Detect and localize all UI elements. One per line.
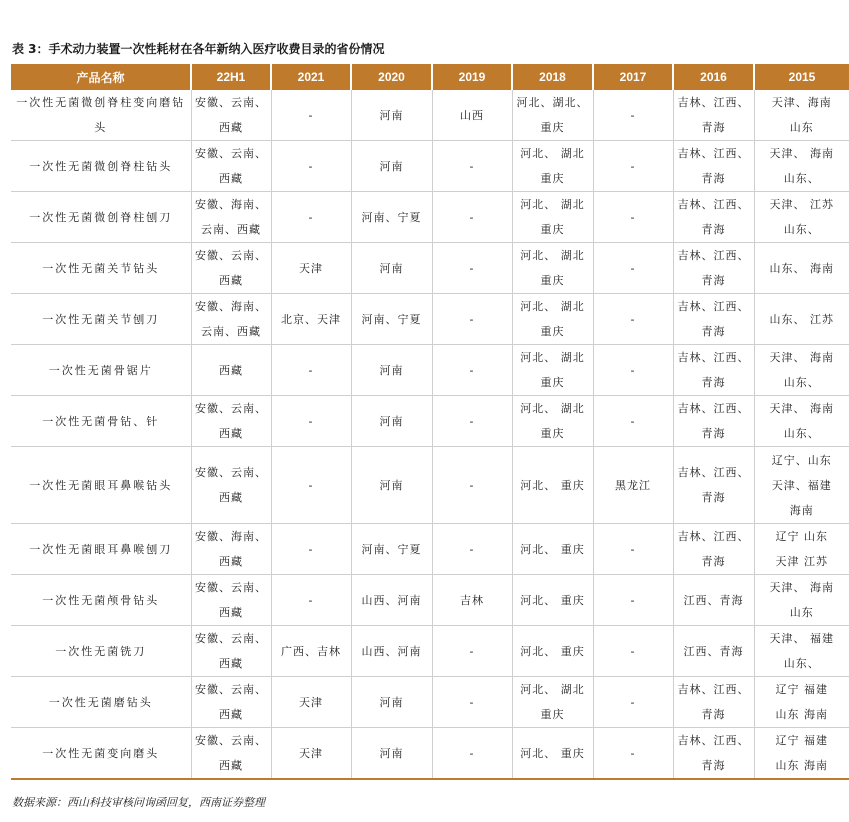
province-cell: 江西、青海: [673, 575, 754, 626]
province-cell: 河北、湖北、 重庆: [512, 90, 593, 141]
province-cell: 河北、 重庆: [512, 524, 593, 575]
province-cell: 山东、 海南: [754, 243, 849, 294]
product-name-cell: 一次性无菌颅骨钻头: [11, 575, 191, 626]
product-name-cell: 一次性无菌骨锯片: [11, 345, 191, 396]
table-row: [11, 524, 849, 575]
column-header: 2020: [351, 64, 432, 90]
province-cell: 安徽、海南、 西藏: [191, 524, 271, 575]
product-name-cell: 一次性无菌关节钻头: [11, 243, 191, 294]
data-table: [11, 64, 849, 780]
product-name-cell: 一次性无菌微创脊柱刨刀: [11, 192, 191, 243]
province-cell: -: [593, 396, 673, 447]
table-row: [11, 728, 849, 780]
province-cell: 天津、 海南 山东、: [754, 396, 849, 447]
province-cell: -: [432, 141, 512, 192]
province-cell: -: [432, 524, 512, 575]
province-cell: 安徽、云南、 西藏: [191, 728, 271, 780]
province-cell: 山东、 江苏: [754, 294, 849, 345]
province-cell: -: [593, 626, 673, 677]
table-row: [11, 575, 849, 626]
product-name-cell: 一次性无菌微创脊柱变向磨钻头: [11, 90, 191, 141]
province-cell: 河北、 湖北 重庆: [512, 243, 593, 294]
province-cell: 河南、宁夏: [351, 294, 432, 345]
table-row: [11, 677, 849, 728]
province-cell: -: [593, 728, 673, 780]
province-cell: 安徽、海南、 云南、西藏: [191, 294, 271, 345]
province-cell: -: [432, 677, 512, 728]
province-cell: 河南: [351, 677, 432, 728]
province-cell: 广西、吉林: [271, 626, 351, 677]
province-cell: -: [271, 575, 351, 626]
province-cell: 吉林、江西、 青海: [673, 294, 754, 345]
province-cell: -: [593, 90, 673, 141]
province-cell: 天津、 海南 山东、: [754, 345, 849, 396]
province-cell: 天津、 福建 山东、: [754, 626, 849, 677]
province-cell: 江西、青海: [673, 626, 754, 677]
product-name-cell: 一次性无菌变向磨头: [11, 728, 191, 780]
table-row: [11, 294, 849, 345]
product-name-cell: 一次性无菌铣刀: [11, 626, 191, 677]
province-cell: 山西、河南: [351, 575, 432, 626]
province-cell: 天津、海南 山东: [754, 90, 849, 141]
province-cell: -: [271, 192, 351, 243]
province-cell: 天津: [271, 243, 351, 294]
province-cell: -: [432, 626, 512, 677]
province-cell: 河北、 重庆: [512, 626, 593, 677]
province-cell: -: [271, 90, 351, 141]
province-cell: 河北、 重庆: [512, 447, 593, 524]
province-cell: 吉林、江西、 青海: [673, 677, 754, 728]
province-cell: 北京、天津: [271, 294, 351, 345]
province-cell: 安徽、云南、 西藏: [191, 90, 271, 141]
product-name-cell: 一次性无菌微创脊柱钻头: [11, 141, 191, 192]
province-cell: -: [432, 294, 512, 345]
province-cell: 河南: [351, 90, 432, 141]
province-cell: 河南、宁夏: [351, 524, 432, 575]
province-cell: 河南: [351, 728, 432, 780]
province-cell: 天津、 江苏 山东、: [754, 192, 849, 243]
province-cell: -: [271, 524, 351, 575]
column-header: 2015: [754, 64, 849, 90]
province-cell: -: [432, 396, 512, 447]
province-cell: 吉林、江西、 青海: [673, 524, 754, 575]
province-cell: 河北、 湖北 重庆: [512, 677, 593, 728]
province-cell: 河北、 湖北 重庆: [512, 192, 593, 243]
province-cell: 吉林、江西、 青海: [673, 192, 754, 243]
province-cell: 天津: [271, 728, 351, 780]
product-name-cell: 一次性无菌骨钻、针: [11, 396, 191, 447]
province-cell: 河南: [351, 243, 432, 294]
product-name-cell: 一次性无菌关节刨刀: [11, 294, 191, 345]
province-cell: -: [271, 345, 351, 396]
product-name-cell: 一次性无菌眼耳鼻喉钻头: [11, 447, 191, 524]
column-header: 2021: [271, 64, 351, 90]
province-cell: -: [432, 447, 512, 524]
table-row: [11, 141, 849, 192]
province-cell: 吉林、江西、 青海: [673, 141, 754, 192]
province-cell: 吉林、江西、 青海: [673, 345, 754, 396]
province-cell: 安徽、云南、 西藏: [191, 677, 271, 728]
province-cell: -: [271, 447, 351, 524]
province-cell: 安徽、云南、 西藏: [191, 575, 271, 626]
province-cell: 吉林、江西、 青海: [673, 728, 754, 780]
province-cell: 吉林、江西、 青海: [673, 447, 754, 524]
province-cell: 安徽、云南、 西藏: [191, 396, 271, 447]
province-cell: 吉林、江西、 青海: [673, 243, 754, 294]
province-cell: 辽宁 福建 山东 海南: [754, 728, 849, 780]
province-cell: 辽宁 山东 天津 江苏: [754, 524, 849, 575]
province-cell: -: [593, 192, 673, 243]
province-cell: 安徽、云南、 西藏: [191, 141, 271, 192]
table-container: [11, 64, 834, 788]
province-cell: 吉林、江西、 青海: [673, 396, 754, 447]
province-cell: 黑龙江: [593, 447, 673, 524]
province-cell: -: [432, 345, 512, 396]
table-row: [11, 90, 849, 141]
province-cell: 安徽、云南、 西藏: [191, 243, 271, 294]
province-cell: 河南: [351, 345, 432, 396]
province-cell: 天津、 海南 山东: [754, 575, 849, 626]
product-name-cell: 一次性无菌眼耳鼻喉刨刀: [11, 524, 191, 575]
province-cell: 河南: [351, 396, 432, 447]
province-cell: 河北、 重庆: [512, 728, 593, 780]
province-cell: 河南: [351, 141, 432, 192]
data-source-note: 数据来源：西山科技审核问询函回复，西南证券整理: [12, 796, 265, 809]
header-row: [11, 64, 849, 90]
province-cell: 安徽、云南、 西藏: [191, 626, 271, 677]
province-cell: -: [593, 575, 673, 626]
province-cell: -: [593, 345, 673, 396]
table-row: [11, 626, 849, 677]
province-cell: 河北、 湖北 重庆: [512, 345, 593, 396]
product-name-cell: 一次性无菌磨钻头: [11, 677, 191, 728]
province-cell: 西藏: [191, 345, 271, 396]
province-cell: 吉林、江西、 青海: [673, 90, 754, 141]
province-cell: -: [593, 294, 673, 345]
province-cell: 天津、 海南 山东、: [754, 141, 849, 192]
province-cell: 河北、 湖北 重庆: [512, 141, 593, 192]
province-cell: 安徽、云南、 西藏: [191, 447, 271, 524]
province-cell: 辽宁、山东 天津、福建 海南: [754, 447, 849, 524]
province-cell: 天津: [271, 677, 351, 728]
province-cell: -: [432, 728, 512, 780]
province-cell: 山西: [432, 90, 512, 141]
province-cell: -: [593, 141, 673, 192]
column-header: 2016: [673, 64, 754, 90]
province-cell: 河北、 重庆: [512, 575, 593, 626]
province-cell: 山西、河南: [351, 626, 432, 677]
province-cell: -: [593, 243, 673, 294]
column-header: 2017: [593, 64, 673, 90]
column-header: 22H1: [191, 64, 271, 90]
table-row: [11, 192, 849, 243]
province-cell: -: [593, 677, 673, 728]
table-row: [11, 447, 849, 524]
province-cell: 安徽、海南、 云南、西藏: [191, 192, 271, 243]
province-cell: -: [593, 524, 673, 575]
province-cell: 辽宁 福建 山东 海南: [754, 677, 849, 728]
column-header: 产品名称: [11, 64, 191, 90]
province-cell: -: [271, 396, 351, 447]
table-row: [11, 396, 849, 447]
table-row: [11, 345, 849, 396]
province-cell: -: [432, 243, 512, 294]
province-cell: 河北、 湖北 重庆: [512, 294, 593, 345]
table-row: [11, 243, 849, 294]
column-header: 2019: [432, 64, 512, 90]
province-cell: -: [271, 141, 351, 192]
province-cell: 河南: [351, 447, 432, 524]
province-cell: 吉林: [432, 575, 512, 626]
column-header: 2018: [512, 64, 593, 90]
province-cell: 河北、 湖北 重庆: [512, 396, 593, 447]
table-title: 表 3：手术动力装置一次性耗材在各年新纳入医疗收费目录的省份情况: [12, 42, 385, 56]
province-cell: -: [432, 192, 512, 243]
province-cell: 河南、宁夏: [351, 192, 432, 243]
